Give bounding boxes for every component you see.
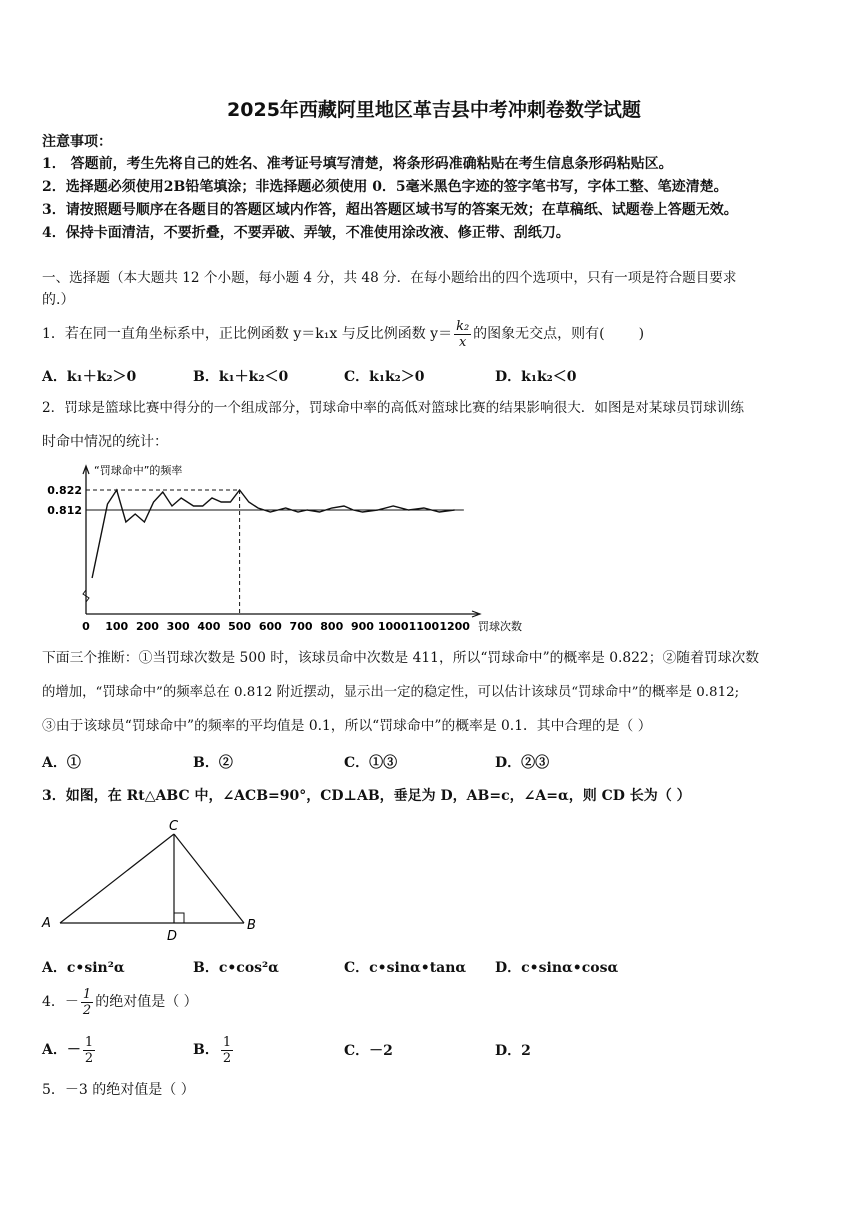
fraction-numerator: 1 xyxy=(222,1034,232,1050)
x-tick-label: 1200 xyxy=(439,620,470,633)
q1-option-a[interactable]: A．k₁＋k₂＞0 xyxy=(42,369,137,385)
fraction-numerator: k₂ xyxy=(456,318,470,334)
question-2-line-2: 时命中情况的统计： xyxy=(42,434,168,450)
q4-option-a[interactable] xyxy=(42,1032,97,1068)
x-tick-label: 1100 xyxy=(408,620,440,633)
q4-option-a-fraction xyxy=(83,1035,95,1066)
question-2-para-2: 的增加，“罚球命中”的频率总在 0.812 附近摆动，显示出一定的稳定性，可以估计该球员“罚球命中”的概率是 0.812; xyxy=(42,685,740,700)
question-4 xyxy=(42,984,198,1020)
q1-option-d[interactable]: D．k₁k₂＜0 xyxy=(495,369,577,385)
frequency-series-line xyxy=(92,490,455,578)
q4-option-b-label: B． xyxy=(193,1042,219,1058)
q1-option-b[interactable]: B．k₁＋k₂＜0 xyxy=(193,369,289,385)
q1-option-c[interactable]: C．k₁k₂＞0 xyxy=(344,369,425,385)
q3-option-b[interactable]: B．c•cos²α xyxy=(193,960,279,976)
right-angle-mark xyxy=(174,913,184,923)
x-tick-label: 700 xyxy=(289,620,313,633)
fraction-denominator: 2 xyxy=(82,1002,92,1018)
side-ac xyxy=(60,834,174,923)
fraction-numerator: 1 xyxy=(82,986,92,1002)
question-1-fraction xyxy=(454,319,471,350)
section-heading-line-1: 一、选择题（本大题共 12 个小题，每小题 4 分，共 48 分．在每小题给出的四个选项中，只有一项是符合题目要求 xyxy=(42,270,737,286)
x-tick-label: 900 xyxy=(350,620,374,633)
q2-option-c[interactable]: C．①③ xyxy=(344,755,398,771)
question-4-prefix: 4．－ xyxy=(42,994,79,1010)
x-tick-label: 200 xyxy=(135,620,159,633)
y-tick-label: 0.812 xyxy=(47,504,82,517)
q3-option-a[interactable]: A．c•sin²α xyxy=(42,960,125,976)
x-tick-label: 400 xyxy=(197,620,221,633)
vertex-label-c: C xyxy=(169,819,179,834)
q2-option-b[interactable]: B．② xyxy=(193,755,233,771)
y-axis-label: “罚球命中”的频率 xyxy=(94,464,183,477)
x-tick-label: 500 xyxy=(228,620,252,633)
q4-option-b-fraction xyxy=(221,1035,233,1066)
fraction-numerator: 1 xyxy=(84,1034,94,1050)
question-2-para-1: 下面三个推断：①当罚球次数是 500 时，该球员命中次数是 411，所以“罚球命中”的概率是 0.822；②随着罚球次数 xyxy=(42,650,760,666)
question-4-suffix: 的绝对值是（ ） xyxy=(95,994,198,1010)
question-1-text-a: 1．若在同一直角坐标系中，正比例函数 y＝k₁x 与反比例函数 y＝ xyxy=(42,326,453,342)
question-2-para-3: ③由于该球员“罚球命中”的频率的平均值是 0.1，所以“罚球命中”的概率是 0.1．其中合理的是（ ） xyxy=(42,718,652,734)
side-cb xyxy=(174,834,244,923)
triangle-diagram xyxy=(38,812,268,947)
vertex-label-a: A xyxy=(42,916,51,931)
question-5: 5．－3 的绝对值是（ ） xyxy=(42,1082,195,1098)
vertex-label-d: D xyxy=(167,929,178,944)
q2-option-d[interactable]: D．②③ xyxy=(495,755,550,771)
question-3: 3．如图，在 Rt△ABC 中，∠ACB=90°，CD⊥AB，垂足为 D，AB=c，∠A=α，则 CD 长为（ ） xyxy=(42,788,691,804)
notice-item-2: 2．选择题必须使用2B铅笔填涂；非选择题必须使用 0．5毫米黑色字迹的签字笔书写，字体工整、笔迹清楚。 xyxy=(42,179,728,195)
q4-option-a-label: A．－ xyxy=(42,1042,81,1058)
notice-item-3: 3．请按照题号顺序在各题目的答题区域内作答，超出答题区域书写的答案无效；在草稿纸、试题卷上答题无效。 xyxy=(42,202,738,218)
x-axis-label: 罚球次数 xyxy=(478,620,522,633)
vertex-label-b: B xyxy=(247,918,256,933)
fraction-denominator: x xyxy=(458,334,467,350)
fraction-denominator: 2 xyxy=(84,1050,94,1066)
question-1-text-b: 的图象无交点，则有( xyxy=(473,326,605,342)
notice-heading: 注意事项： xyxy=(42,134,112,150)
x-tick-label: 100 xyxy=(105,620,129,633)
question-1 xyxy=(42,316,644,352)
x-tick-label: 0 xyxy=(82,620,90,633)
q2-option-a[interactable]: A．① xyxy=(42,755,81,771)
section-heading-line-2: 的.） xyxy=(42,292,75,308)
q4-option-b[interactable] xyxy=(193,1032,235,1068)
x-tick-label: 800 xyxy=(320,620,344,633)
q3-option-c[interactable]: C．c•sinα•tanα xyxy=(344,960,467,976)
page-title: 2025年西藏阿里地区革吉县中考冲刺卷数学试题 xyxy=(227,99,641,121)
x-tick-label: 1000 xyxy=(377,620,409,633)
q4-option-d[interactable]: D．2 xyxy=(495,1043,531,1059)
frequency-line-chart xyxy=(40,458,540,642)
q4-option-c[interactable]: C．－2 xyxy=(344,1043,393,1059)
fraction-denominator: 2 xyxy=(222,1050,232,1066)
q3-option-d[interactable]: D．c•sinα•cosα xyxy=(495,960,619,976)
question-2-line-1: 2．罚球是篮球比赛中得分的一个组成部分，罚球命中率的高低对篮球比赛的结果影响很大．如图是对某球员罚球训练 xyxy=(42,400,744,416)
y-tick-label: 0.822 xyxy=(47,484,82,497)
x-tick-label: 600 xyxy=(258,620,282,633)
notice-item-1: 1． 答题前，考生先将自己的姓名、准考证号填写清楚，将条形码准确粘贴在考生信息条形码粘贴区。 xyxy=(42,156,673,172)
notice-item-4: 4．保持卡面清洁，不要折叠，不要弄破、弄皱，不准使用涂改液、修正带、刮纸刀。 xyxy=(42,225,570,241)
question-4-fraction xyxy=(81,987,93,1018)
question-1-close-paren: ) xyxy=(638,326,645,342)
x-tick-label: 300 xyxy=(166,620,190,633)
